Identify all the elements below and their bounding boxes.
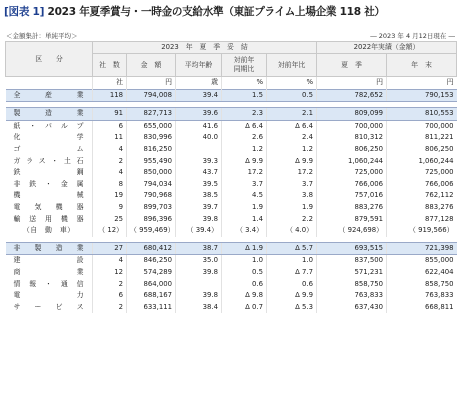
avg-age-cell: 40.0 [176,132,222,144]
yoy-cell: 2.3 [222,108,267,121]
summer-cell: 1,060,244 [317,156,387,168]
table-row [6,242,457,255]
yearend-cell: 725,000 [387,167,457,179]
table-row [6,144,457,156]
row-label: 製造業 [6,108,93,121]
bonus-table [5,41,457,313]
table-row [6,132,457,144]
row-label: 機械 [13,191,84,200]
summer-cell: 637,430 [317,302,387,314]
unit-yearend: 円 [387,77,457,90]
row-label: 化学 [13,133,84,142]
yoy-cell: Δ 1.9 [222,242,267,255]
yearend-cell: 700,000 [387,120,457,132]
yearend-cell: 811,221 [387,132,457,144]
unit-summer: 円 [317,77,387,90]
summer-cell: （ 924,698） [317,225,387,237]
table-row [6,179,457,191]
header-2022-group: 2022年実績（金額） [317,42,457,54]
yoy-cell: Δ 6.4 [222,120,267,132]
yoy-cell: 1.9 [222,202,267,214]
summer-cell: 766,006 [317,179,387,191]
companies-cell: 4 [93,144,127,156]
yoy-cell: 0.6 [222,279,267,291]
figure-number: [図表 1] [4,6,45,18]
yoy-cell: 3.7 [222,179,267,191]
yoy-cell: 1.5 [222,89,267,102]
avg-age-cell: （ 39.4） [176,225,222,237]
vs-prev-cell: 0.6 [267,279,317,291]
yoy-cell: 17.2 [222,167,267,179]
summer-cell: 700,000 [317,120,387,132]
vs-prev-cell: 17.2 [267,167,317,179]
table-row [6,167,457,179]
yoy-cell: 1.2 [222,144,267,156]
vs-prev-cell: 3.8 [267,190,317,202]
companies-cell: 2 [93,156,127,168]
yearend-cell: 622,404 [387,267,457,279]
summer-cell: 782,652 [317,89,387,102]
amount-cell: 830,996 [127,132,176,144]
amount-cell: 850,000 [127,167,176,179]
yoy-cell: 2.6 [222,132,267,144]
vs-prev-cell: 2.4 [267,132,317,144]
row-label: 情報・通信 [13,279,84,288]
yearend-cell: 858,750 [387,279,457,291]
table-header [6,42,457,77]
summer-cell: 693,515 [317,242,387,255]
avg-age-cell: 35.0 [176,255,222,267]
table-row [6,108,457,121]
header-companies: 社 数 [93,54,127,77]
vs-prev-cell: 3.7 [267,179,317,191]
summer-cell: 810,312 [317,132,387,144]
summer-cell: 571,231 [317,267,387,279]
vs-prev-cell: 0.5 [267,89,317,102]
header-2023-group: 2023 年 夏 季 妥 結 [93,42,317,54]
row-label: 紙・パルプ [13,121,84,130]
header-summer: 夏 季 [317,54,387,77]
row-label: ゴム [13,144,84,153]
yoy-cell: 4.5 [222,190,267,202]
figure-title-text: 2023 年夏季賞与・一時金の支給水準（東証プライム上場企業 118 社） [47,6,385,18]
companies-cell: 27 [93,242,127,255]
avg-age-cell: 39.7 [176,202,222,214]
yearend-cell: 766,006 [387,179,457,191]
vs-prev-cell: Δ 6.4 [267,120,317,132]
vs-prev-cell: 2.1 [267,108,317,121]
yearend-cell: 877,128 [387,214,457,226]
table-row [6,302,457,314]
yoy-cell: Δ 0.7 [222,302,267,314]
companies-cell: 9 [93,202,127,214]
avg-age-cell: 38.4 [176,302,222,314]
table-row [6,190,457,202]
avg-age-cell [176,144,222,156]
vs-prev-cell: 1.9 [267,202,317,214]
summer-cell: 858,750 [317,279,387,291]
summer-cell: 725,000 [317,167,387,179]
summer-cell: 806,250 [317,144,387,156]
date-note: ― 2023 年 4 月12日現在 ― [370,32,455,40]
avg-age-cell: 38.7 [176,242,222,255]
avg-age-cell: 38.5 [176,190,222,202]
avg-age-cell: 41.6 [176,120,222,132]
companies-cell: 12 [93,267,127,279]
companies-cell: （ 12） [93,225,127,237]
unit-avg-age: 歳 [176,77,222,90]
yoy-cell: 1.4 [222,214,267,226]
row-label: 非製造業 [6,242,93,255]
avg-age-cell: 39.4 [176,89,222,102]
unit-yoy: % [222,77,267,90]
table-row [6,214,457,226]
vs-prev-cell: 2.2 [267,214,317,226]
amount-cell: 827,713 [127,108,176,121]
amount-cell: 864,000 [127,279,176,291]
companies-cell: 4 [93,167,127,179]
table-row [6,267,457,279]
summer-cell: 879,591 [317,214,387,226]
companies-cell: 2 [93,279,127,291]
yearend-cell: 806,250 [387,144,457,156]
avg-age-cell: 39.8 [176,267,222,279]
yearend-cell: 721,398 [387,242,457,255]
yearend-cell: 855,000 [387,255,457,267]
row-label: 全産業 [6,89,93,102]
amount-cell: 655,000 [127,120,176,132]
table-body [6,77,457,314]
row-label: 建設 [13,256,84,265]
header-yearend: 年 末 [387,54,457,77]
amount-cell: 688,167 [127,290,176,302]
amount-cell: 790,968 [127,190,176,202]
vs-prev-cell: （ 4.0） [267,225,317,237]
amount-cell: 899,703 [127,202,176,214]
vs-prev-cell: Δ 5.3 [267,302,317,314]
amount-cell: 955,490 [127,156,176,168]
companies-cell: 91 [93,108,127,121]
summer-cell: 809,099 [317,108,387,121]
row-label: 輸送用機器 [13,214,84,223]
yoy-cell: （ 3.4） [222,225,267,237]
vs-prev-cell: 1.2 [267,144,317,156]
table-row [6,202,457,214]
row-label: 非鉄・金属 [13,179,84,188]
companies-cell: 2 [93,302,127,314]
amount-cell: 794,008 [127,89,176,102]
yearend-cell: 668,811 [387,302,457,314]
yearend-cell: 762,112 [387,190,457,202]
vs-prev-cell: Δ 9.9 [267,156,317,168]
companies-cell: 19 [93,190,127,202]
companies-cell: 4 [93,255,127,267]
aggregation-note: ＜金額集計：単純平均＞ [6,32,78,40]
vs-prev-cell: Δ 9.9 [267,290,317,302]
header-yoy: 対前年 同期比 [222,54,267,77]
amount-cell: （ 959,469） [127,225,176,237]
amount-cell: 816,250 [127,144,176,156]
row-label: 商業 [13,267,84,276]
yearend-cell: 763,833 [387,290,457,302]
row-label: 電気機器 [13,202,84,211]
yearend-cell: （ 919,566） [387,225,457,237]
header-vs-prev: 対前年比 [267,54,317,77]
table-row [6,120,457,132]
avg-age-cell: 39.6 [176,108,222,121]
avg-age-cell: 39.8 [176,290,222,302]
amount-cell: 846,250 [127,255,176,267]
yoy-cell: 1.0 [222,255,267,267]
header-amount: 金 額 [127,54,176,77]
summer-cell: 883,276 [317,202,387,214]
companies-cell: 6 [93,290,127,302]
units-row [6,77,457,90]
avg-age-cell: 39.8 [176,214,222,226]
header-category: 区 分 [6,42,93,77]
amount-cell: 896,396 [127,214,176,226]
vs-prev-cell: 1.0 [267,255,317,267]
yoy-cell: Δ 9.9 [222,156,267,168]
table-row [6,290,457,302]
yoy-cell: Δ 9.8 [222,290,267,302]
vs-prev-cell: Δ 7.7 [267,267,317,279]
companies-cell: 118 [93,89,127,102]
header-avg-age: 平均年齢 [176,54,222,77]
amount-cell: 794,034 [127,179,176,191]
row-label: （自 動 車） [22,226,75,235]
table-row [6,279,457,291]
summer-cell: 763,833 [317,290,387,302]
row-label: サービス [13,302,84,311]
row-label: 電力 [13,291,84,300]
table-row [6,255,457,267]
unit-amount: 円 [127,77,176,90]
yearend-cell: 1,060,244 [387,156,457,168]
companies-cell: 11 [93,132,127,144]
companies-cell: 6 [93,120,127,132]
unit-vs-prev: % [267,77,317,90]
companies-cell: 8 [93,179,127,191]
figure-title [4,4,385,19]
avg-age-cell [176,279,222,291]
yearend-cell: 883,276 [387,202,457,214]
amount-cell: 574,289 [127,267,176,279]
summer-cell: 757,016 [317,190,387,202]
yearend-cell: 810,553 [387,108,457,121]
avg-age-cell: 39.5 [176,179,222,191]
table-row [6,156,457,168]
vs-prev-cell: Δ 5.7 [267,242,317,255]
amount-cell: 680,412 [127,242,176,255]
companies-cell: 25 [93,214,127,226]
table-row [6,89,457,102]
yearend-cell: 790,153 [387,89,457,102]
summer-cell: 837,500 [317,255,387,267]
avg-age-cell: 43.7 [176,167,222,179]
row-label: 鉄鋼 [13,168,84,177]
table-row [6,225,457,237]
yoy-cell: 0.5 [222,267,267,279]
unit-companies: 社 [93,77,127,90]
amount-cell: 633,111 [127,302,176,314]
row-label: ガラス・土石 [13,156,84,165]
avg-age-cell: 39.3 [176,156,222,168]
